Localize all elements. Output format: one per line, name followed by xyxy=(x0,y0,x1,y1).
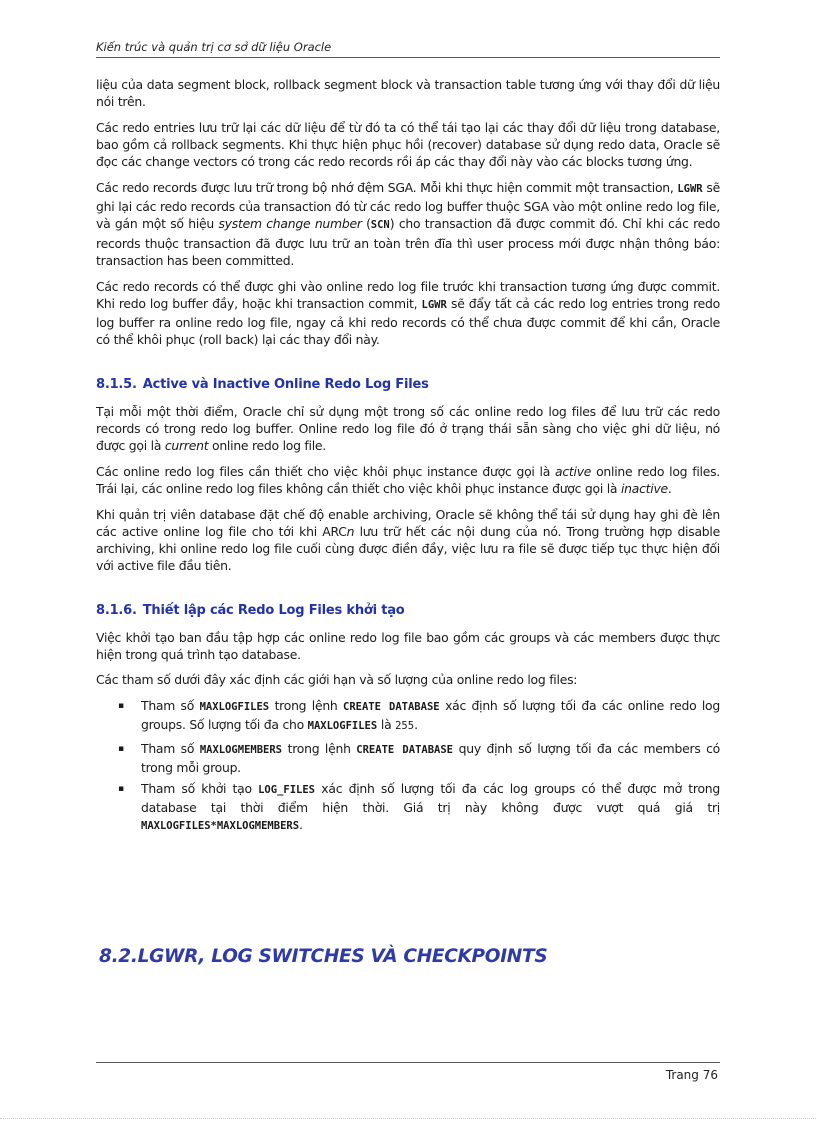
paragraph xyxy=(96,179,720,269)
text: xác định số lượng tối đa các log groups có thể được mở trong database tại thời điểm hiện thời. Giá trị này không được vượt quá giá trị xyxy=(141,781,720,816)
bullet-icon: ▪ xyxy=(118,701,124,712)
text: lưu trữ hết các nội dung của nó. Trong trường hợp disable archiving, khi online redo log file cuối cùng được điền đầy, việc lưu ra file sẽ được tiếp tục thực hiện đối với active file đầu tiên. xyxy=(96,523,720,574)
code-term: LOG_FILES xyxy=(258,784,316,796)
code-term: MAXLOGFILES xyxy=(199,701,270,714)
code-term: CREATE DATABASE xyxy=(356,743,454,756)
italic-term: current xyxy=(164,437,209,453)
paragraph xyxy=(96,463,720,497)
text: Tham số xyxy=(141,698,200,714)
section-title: Thiết lập các Redo Log Files khởi tạo xyxy=(142,603,405,619)
code-term: LGWR xyxy=(421,298,447,311)
chapter-heading-82: 8.2.LGWR, LOG SWITCHES VÀ CHECKPOINTS xyxy=(99,946,548,967)
text: Các online redo log files cần thiết cho việc khôi phục instance được gọi là xyxy=(96,463,555,479)
italic-term: active xyxy=(555,463,592,479)
text: Các redo records có thể được ghi vào online redo log file trước khi transaction tương ứng được commit. Khi redo log buffer đầy, hoặc khi transaction commit, xyxy=(96,278,720,311)
page-header: Kiến trúc và quản trị cơ sở dữ liệu Oracle xyxy=(96,40,332,54)
paragraph: Việc khởi tạo ban đầu tập hợp các online redo log file bao gồm các groups và các members được thực hiện trong quá trình tạo database. xyxy=(96,629,720,662)
code-term: CREATE DATABASE xyxy=(343,701,440,714)
code-term: MAXLOGFILES*MAXLOGMEMBERS xyxy=(141,820,300,833)
section-title: Active và Inactive Online Redo Log Files xyxy=(142,377,429,393)
text: trong lệnh xyxy=(269,698,343,714)
text: xác định số lượng tối đa các online redo log groups. Số lượng tối đa cho xyxy=(141,698,721,733)
page-bottom-border xyxy=(0,1118,816,1119)
italic-term: inactive xyxy=(620,480,668,496)
list-item xyxy=(96,740,720,776)
paragraph: Các tham số dưới đây xác định các giới hạn và số lượng của online redo log files: xyxy=(96,672,578,688)
list-item xyxy=(96,780,720,836)
bullet-icon: ▪ xyxy=(118,743,124,754)
text: online redo log file. xyxy=(208,437,326,453)
text: ( xyxy=(361,216,371,232)
header-divider xyxy=(96,57,720,58)
footer-divider xyxy=(96,1062,720,1063)
text: Tham số xyxy=(141,740,200,756)
parameter-list xyxy=(96,697,720,835)
italic-term: n xyxy=(346,523,355,539)
text: là xyxy=(377,717,396,733)
text: Các redo records được lưu trữ trong bộ nhớ đệm SGA. Mỗi khi thực hiện commit một transaction, xyxy=(96,180,678,196)
list-item xyxy=(96,697,720,735)
paragraph: Các redo entries lưu trữ lại các dữ liệu để từ đó ta có thể tái tạo lại các thay đổi dữ liệu trong database, bao gồm cả rollback segments. Khi thực hiện phục hồi (recover) database sử dụng redo data, Oracle sẽ đọc các change vectors có trong các redo records rồi áp các thay đổi này vào các blocks tương ứng. xyxy=(96,119,720,170)
paragraph: liệu của data segment block, rollback segment block và transaction table tương ứng với thay đổi dữ liệu nói trên. xyxy=(96,77,720,110)
code-term: MAXLOGFILES xyxy=(307,720,378,733)
section-number: 8.1.5. xyxy=(96,377,137,393)
text: online redo log files. Trái lại, các online redo log files không cần thiết cho việc khôi phục instance được gọi là xyxy=(96,463,720,496)
text: sẽ đẩy tất cả các redo log entries trong redo log buffer ra online redo log file, ngay cả khi redo records có thể chưa được commit để khi cần, Oracle có thể khôi phục (roll back) lại các thay đổi này. xyxy=(96,295,720,348)
section-heading-815 xyxy=(96,376,720,393)
text: . xyxy=(414,717,418,733)
code-term: MAXLOGMEMBERS xyxy=(199,743,282,756)
code-term: 255 xyxy=(395,720,415,733)
italic-term: system change number xyxy=(218,216,362,232)
text: sẽ ghi lại các redo records của transaction đó từ các redo log buffer thuộc SGA vào một online redo log file, và gán một số hiệu xyxy=(96,180,720,232)
text: ) cho transaction đã được commit đó. Chỉ khi các redo records thuộc transaction đã được lưu trữ an toàn trên đĩa thì user process mới được nhận thông báo: transaction has been committed. xyxy=(96,216,720,268)
text: Tham số khởi tạo xyxy=(141,781,259,796)
section-number: 8.1.6. xyxy=(96,603,137,619)
code-term: LGWR xyxy=(677,183,703,196)
text: trong lệnh xyxy=(282,740,357,756)
bullet-icon: ▪ xyxy=(118,784,124,794)
text: . xyxy=(299,817,303,833)
section-heading-816 xyxy=(96,602,720,619)
text: quy định số lượng tối đa các members có trong mỗi group. xyxy=(141,740,721,775)
text: Tại mỗi một thời điểm, Oracle chỉ sử dụng một trong số các online redo log files để lưu trữ các redo records có trong redo log buffer. Online redo log file đó ở trạng thái sẵn sàng cho việc ghi dữ liệu, nó được gọi là xyxy=(96,403,720,453)
page-content xyxy=(96,76,720,840)
code-term: SCN xyxy=(370,219,390,232)
page-number: Trang 76 xyxy=(665,1068,718,1082)
text: . xyxy=(667,480,672,496)
paragraph xyxy=(96,278,720,349)
text: Khi quản trị viên database đặt chế độ enable archiving, Oracle sẽ không thể tái sử dụng hay ghi đè lên các active online log file cho tới khi ARC xyxy=(96,506,720,539)
paragraph xyxy=(96,403,720,455)
paragraph xyxy=(96,506,720,575)
